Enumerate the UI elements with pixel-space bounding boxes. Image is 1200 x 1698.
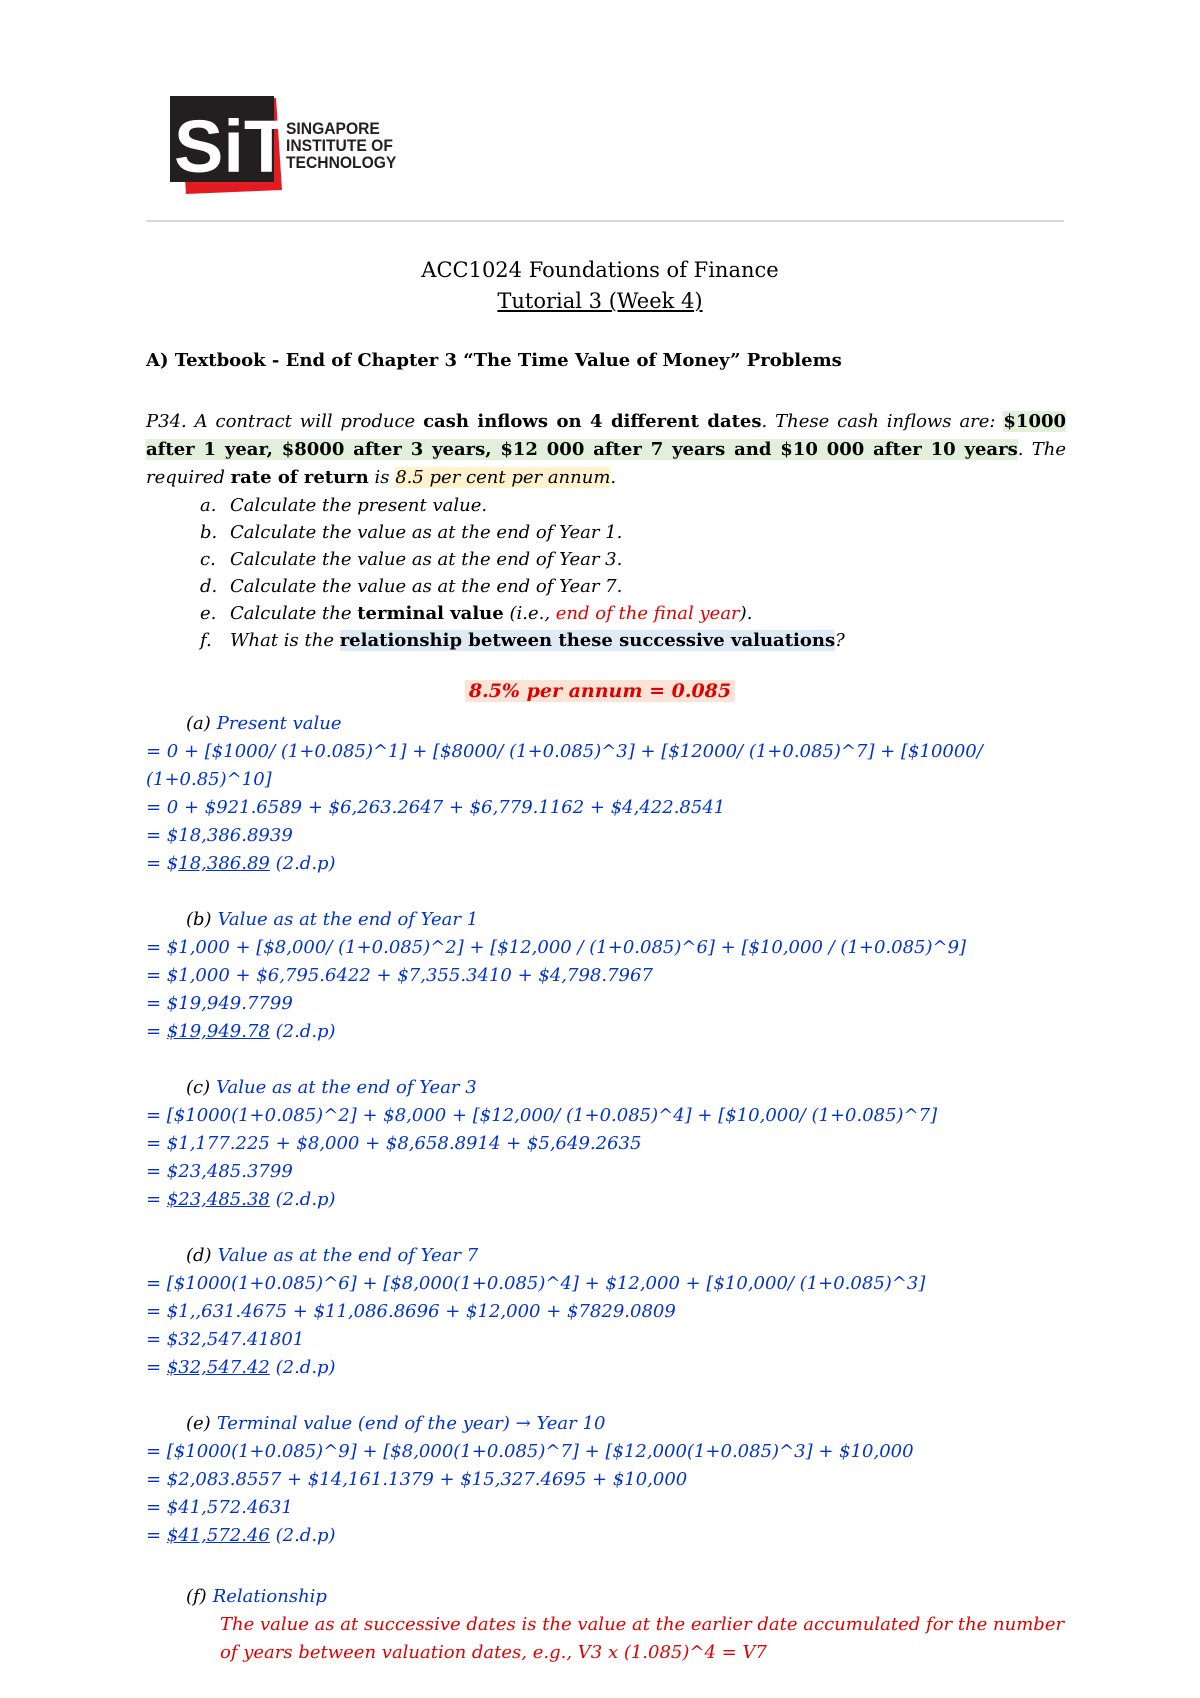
answer-final [146, 1186, 1066, 1214]
answer-final-prefix: = [146, 1189, 167, 1210]
answer-line: = $18,386.8939 [146, 825, 293, 846]
problem-text: P34. A contract will produce [146, 411, 424, 432]
answer-line: = $41,572.4631 [146, 1497, 293, 1518]
answer-final-prefix: = [146, 1525, 167, 1546]
answer-line: = $1,177.225 + $8,000 + $8,658.8914 + $5,649.2635 [146, 1133, 642, 1154]
problem-text: . These cash inflows are: [761, 411, 1004, 432]
problem-bold-dates: cash inflows on 4 different dates [423, 411, 762, 432]
answer-title: Relationship [212, 1586, 327, 1607]
answer-label: (a) [186, 713, 211, 734]
answer-line: = $23,485.3799 [146, 1161, 293, 1182]
answer-final-suffix: (2.d.p) [269, 1357, 336, 1378]
answer-d [146, 1242, 1066, 1382]
answer-line: = [$1000(1+0.085)^9] + [$8,000(1+0.085)^7] + [$12,000(1+0.085)^3] + $10,000 [146, 1441, 914, 1462]
list-item [200, 492, 845, 519]
answer-heading [146, 710, 1066, 738]
problem-rate-value: 8.5 per cent per annum [395, 467, 611, 488]
answer-final [146, 1354, 1066, 1382]
logo-mark-text: SiT [174, 105, 290, 188]
answer-f [146, 1583, 1066, 1667]
header-divider [146, 220, 1064, 222]
logo-line-3: TECHNOLOGY [286, 153, 397, 172]
item-red: end of the final year [555, 603, 740, 624]
section-heading: A) Textbook - End of Chapter 3 “The Time Value of Money” Problems [146, 350, 842, 371]
answer-title: Value as at the end of Year 1 [217, 909, 479, 930]
answer-final-value: $23,485.38 [166, 1189, 270, 1210]
answer-line: = $2,083.8557 + $14,161.1379 + $15,327.4695 + $10,000 [146, 1469, 688, 1490]
answer-final [146, 850, 1066, 878]
answer-title: Value as at the end of Year 3 [216, 1077, 477, 1098]
logo-line-2: INSTITUTE OF [286, 136, 393, 155]
answer-final-prefix: = $ [146, 853, 179, 874]
answer-b [146, 906, 1066, 1046]
list-item [200, 519, 845, 546]
answer-final-value: $41,572.46 [166, 1525, 270, 1546]
problem-text: . The required [146, 439, 1066, 488]
answer-label: (b) [186, 909, 212, 930]
item-text: ? [835, 630, 845, 651]
item-letter: c. [200, 549, 216, 570]
answer-line: = $32,547.41801 [146, 1329, 305, 1350]
answer-line: = $19,949.7799 [146, 993, 293, 1014]
answer-heading [146, 1074, 1066, 1102]
answer-line: = [$1000(1+0.085)^2] + $8,000 + [$12,000/ (1+0.085)^4] + [$10,000/ (1+0.085)^7] [146, 1105, 938, 1126]
answer-final-suffix: (2.d.p) [269, 853, 336, 874]
answer-final-value: $32,547.42 [166, 1357, 270, 1378]
problem-cash-flows: $1000 after 1 year, $8000 after 3 years, $12 000 after 7 years and $10 000 after 10 years [146, 411, 1067, 460]
answer-line: = 0 + $921.6589 + $6,263.2647 + $6,779.1162 + $4,422.8541 [146, 797, 726, 818]
item-text: Calculate the value as at the end of Year 3. [230, 549, 623, 570]
problem-text: . [610, 467, 617, 488]
problem-text: is [368, 467, 396, 488]
item-text: (i.e., [503, 603, 556, 624]
answer-title: Present value [216, 713, 342, 734]
list-item [200, 600, 845, 627]
answer-heading [146, 1583, 1066, 1611]
answer-final-value: 18,386.89 [178, 853, 270, 874]
item-text: Calculate the value as at the end of Year 1. [230, 522, 623, 543]
tutorial-title: Tutorial 3 (Week 4) [497, 289, 703, 313]
logo-wordmark [286, 120, 433, 171]
answer-final-suffix: (2.d.p) [269, 1525, 336, 1546]
item-bold: relationship between these successive valuations [339, 630, 836, 651]
answer-line: = [$1000(1+0.085)^6] + [$8,000(1+0.085)^4] + $12,000 + [$10,000/ (1+0.085)^3] [146, 1273, 926, 1294]
answer-final-value: $19,949.78 [166, 1021, 270, 1042]
answer-final [146, 1522, 1066, 1550]
answer-line: = $1,000 + $6,795.6422 + $7,355.3410 + $4,798.7967 [146, 965, 653, 986]
answer-label: (f) [186, 1586, 207, 1607]
answer-e [146, 1410, 1066, 1550]
answer-label: (d) [186, 1245, 212, 1266]
item-text: Calculate the value as at the end of Year 7. [230, 576, 623, 597]
item-letter: f. [200, 630, 212, 651]
answer-label: (e) [186, 1413, 211, 1434]
list-item [200, 573, 845, 600]
item-text: ). [739, 603, 753, 624]
answer-final-suffix: (2.d.p) [269, 1189, 336, 1210]
answer-line: = $1,,631.4675 + $11,086.8696 + $12,000 + $7829.0809 [146, 1301, 676, 1322]
list-item [200, 627, 845, 654]
answer-title: Value as at the end of Year 7 [217, 1245, 479, 1266]
answer-title: Terminal value (end of the year) → Year 10 [216, 1413, 606, 1434]
answer-final-prefix: = [146, 1357, 167, 1378]
answer-heading [146, 906, 1066, 934]
item-letter: d. [200, 576, 218, 597]
item-bold: terminal value [357, 603, 504, 624]
rate-note [0, 680, 1200, 702]
item-text: Calculate the [230, 603, 358, 624]
answer-final [146, 1018, 1066, 1046]
logo-line-1: SINGAPORE [286, 119, 380, 138]
answer-heading [146, 1410, 1066, 1438]
answer-line: = $1,000 + [$8,000/ (1+0.085)^2] + [$12,000 / (1+0.085)^6] + [$10,000 / (1+0.085)^9] [146, 937, 967, 958]
course-title: ACC1024 Foundations of Finance [421, 258, 779, 282]
problem-statement [146, 408, 1066, 492]
answer-a [146, 710, 1066, 878]
item-text: Calculate the present value. [230, 495, 488, 516]
answer-c [146, 1074, 1066, 1214]
item-letter: e. [200, 603, 217, 624]
answer-relationship-text: The value as at successive dates is the value at the earlier date accumulated for the number of years between valuation dates, e.g., V3 x (1.085)^4 = V7 [220, 1614, 1065, 1663]
answer-heading [146, 1242, 1066, 1270]
item-text: What is the [230, 630, 340, 651]
item-letter: a. [200, 495, 217, 516]
answer-label: (c) [186, 1077, 211, 1098]
list-item [200, 546, 845, 573]
item-letter: b. [200, 522, 218, 543]
rate-note-text: 8.5% per annum = 0.085 [465, 680, 735, 702]
question-list [200, 492, 845, 654]
answer-final-suffix: (2.d.p) [269, 1021, 336, 1042]
answer-line: = 0 + [$1000/ (1+0.085)^1] + [$8000/ (1+0.085)^3] + [$12000/ (1+0.085)^7] + [$10000/ (1+0.85)^10] [146, 741, 983, 790]
problem-bold-rate: rate of return [230, 467, 369, 488]
answer-final-prefix: = [146, 1021, 167, 1042]
